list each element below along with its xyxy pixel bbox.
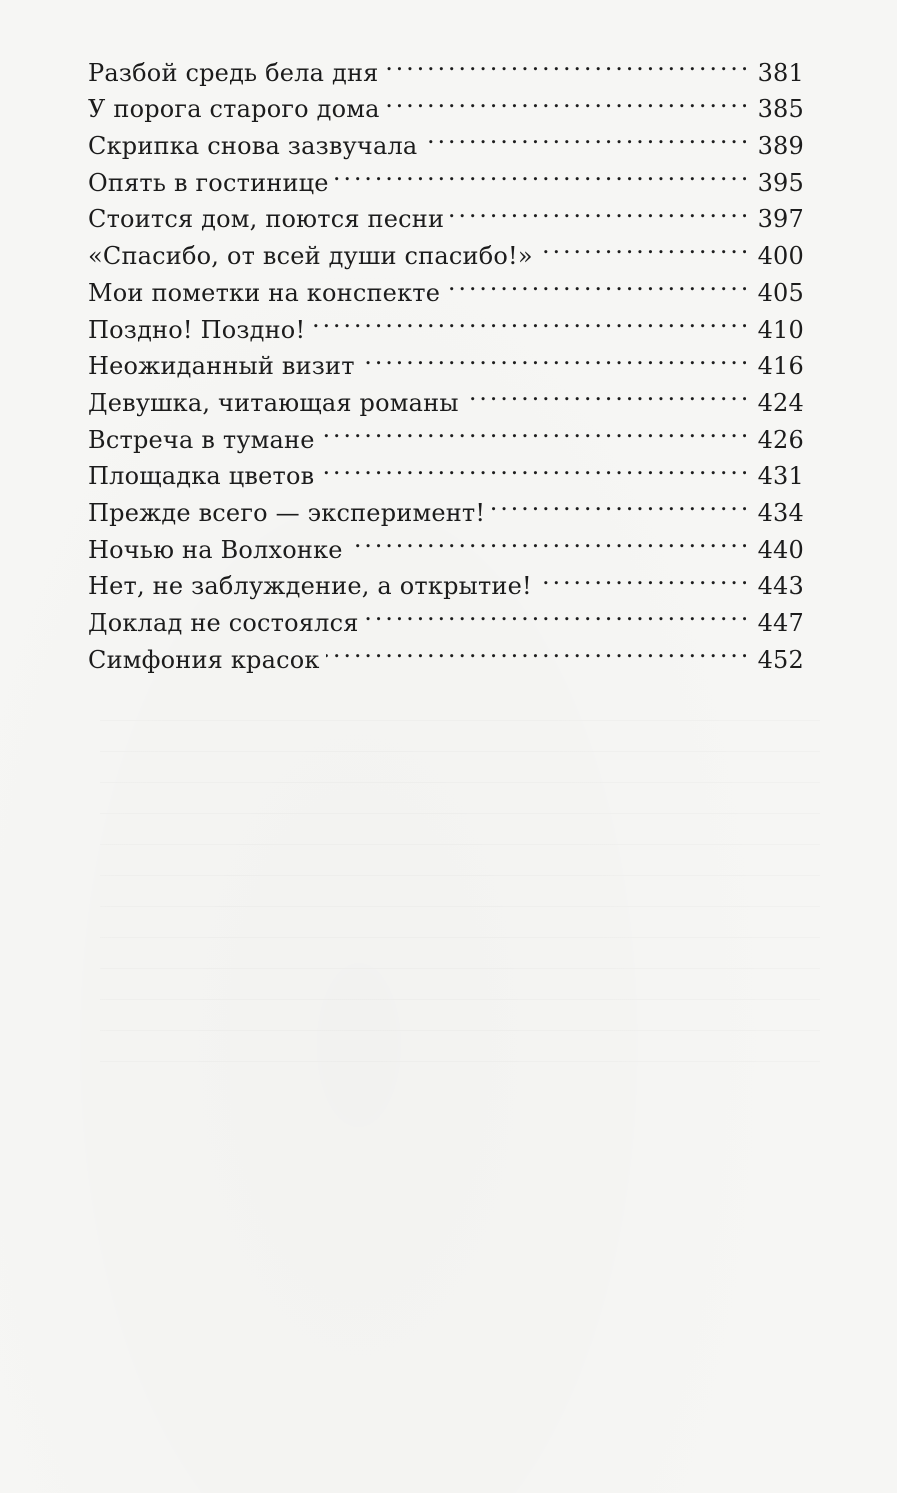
bleed-through-line (100, 1031, 820, 1062)
toc-entry-page-number: 434 (757, 498, 804, 527)
toc-entry-title: Стоится дом, поются песни (88, 205, 445, 234)
toc-entry-page-number: 405 (757, 278, 804, 307)
toc-entry-title: Прежде всего — эксперимент! (88, 498, 486, 527)
dot-leader (538, 558, 746, 595)
toc-entry-title: Ночью на Волхонке (88, 535, 343, 564)
dot-leader (321, 411, 746, 448)
bleed-through-line (100, 876, 820, 907)
toc-entry-title: Нет, не заблуждение, а открытие! (88, 572, 532, 601)
toc-entry-title: Доклад не состоялся (88, 609, 359, 637)
dot-leader (349, 521, 746, 558)
dot-leader (539, 227, 746, 264)
bleed-through-line (100, 1000, 820, 1031)
toc-entry-title: Мои пометки на конспекте (88, 278, 441, 307)
toc-entry-page-number: 440 (757, 535, 804, 564)
bleed-through-line (100, 752, 820, 783)
toc-entry-title: «Спасибо, от всей души спасибо!» (88, 242, 533, 271)
dot-leader (335, 154, 746, 191)
dot-leader (365, 594, 746, 631)
dot-leader (491, 484, 746, 521)
toc-entry-page-number: 452 (757, 645, 804, 674)
toc-entry-page-number: 443 (757, 572, 804, 601)
toc-entry-title: Неожиданный визит (88, 352, 355, 381)
toc-entry-page-number: 426 (757, 425, 804, 454)
table-of-contents (88, 44, 804, 674)
toc-entry-page-number: 447 (757, 609, 804, 637)
toc-entry-title: Девушка, читающая романы (88, 388, 459, 417)
bleed-through-line (100, 783, 820, 814)
toc-entry-page-number: 416 (757, 352, 804, 381)
dot-leader (450, 191, 746, 228)
toc-entry-page-number: 381 (757, 58, 804, 87)
toc-entry-title: Разбой средь бела дня (88, 58, 379, 87)
dot-leader (386, 81, 746, 118)
dot-leader (361, 338, 746, 375)
toc-entry-page-number: 400 (757, 242, 804, 271)
toc-entry-title: Площадка цветов (88, 462, 315, 491)
bleed-through-line (100, 814, 820, 845)
dot-leader (446, 264, 746, 301)
bleed-through-line (100, 721, 820, 752)
bleed-through-line (100, 845, 820, 876)
dot-leader (423, 117, 746, 154)
bleed-through-line (100, 907, 820, 938)
bleed-through-line (100, 969, 820, 1000)
bleed-through-line (100, 938, 820, 969)
toc-entry-title: У порога старого дома (88, 95, 380, 124)
toc-entry-title: Поздно! Поздно! (88, 315, 306, 344)
dot-leader (465, 374, 746, 411)
toc-entry-title: Скрипка снова зазвучала (88, 132, 418, 161)
toc-entry-page-number: 385 (757, 95, 804, 124)
bleed-through-texture (100, 690, 820, 1062)
toc-entry-title: Симфония красок (88, 645, 320, 674)
toc-entry-page-number: 395 (757, 168, 804, 197)
dot-leader (311, 301, 746, 338)
toc-entry-title: Встреча в тумане (88, 425, 315, 454)
toc-entry-page-number: 410 (757, 315, 804, 344)
toc-entry-page-number: 431 (757, 462, 804, 491)
dot-leader (385, 44, 746, 81)
toc-entry (88, 44, 804, 87)
dot-leader (320, 448, 746, 485)
toc-entry-page-number: 397 (757, 205, 804, 234)
toc-entry-title: Опять в гостинице (88, 168, 329, 197)
dot-leader (326, 631, 746, 668)
toc-entry-page-number: 389 (757, 132, 804, 161)
toc-entry-page-number: 424 (757, 388, 804, 417)
bleed-through-line (100, 690, 820, 721)
